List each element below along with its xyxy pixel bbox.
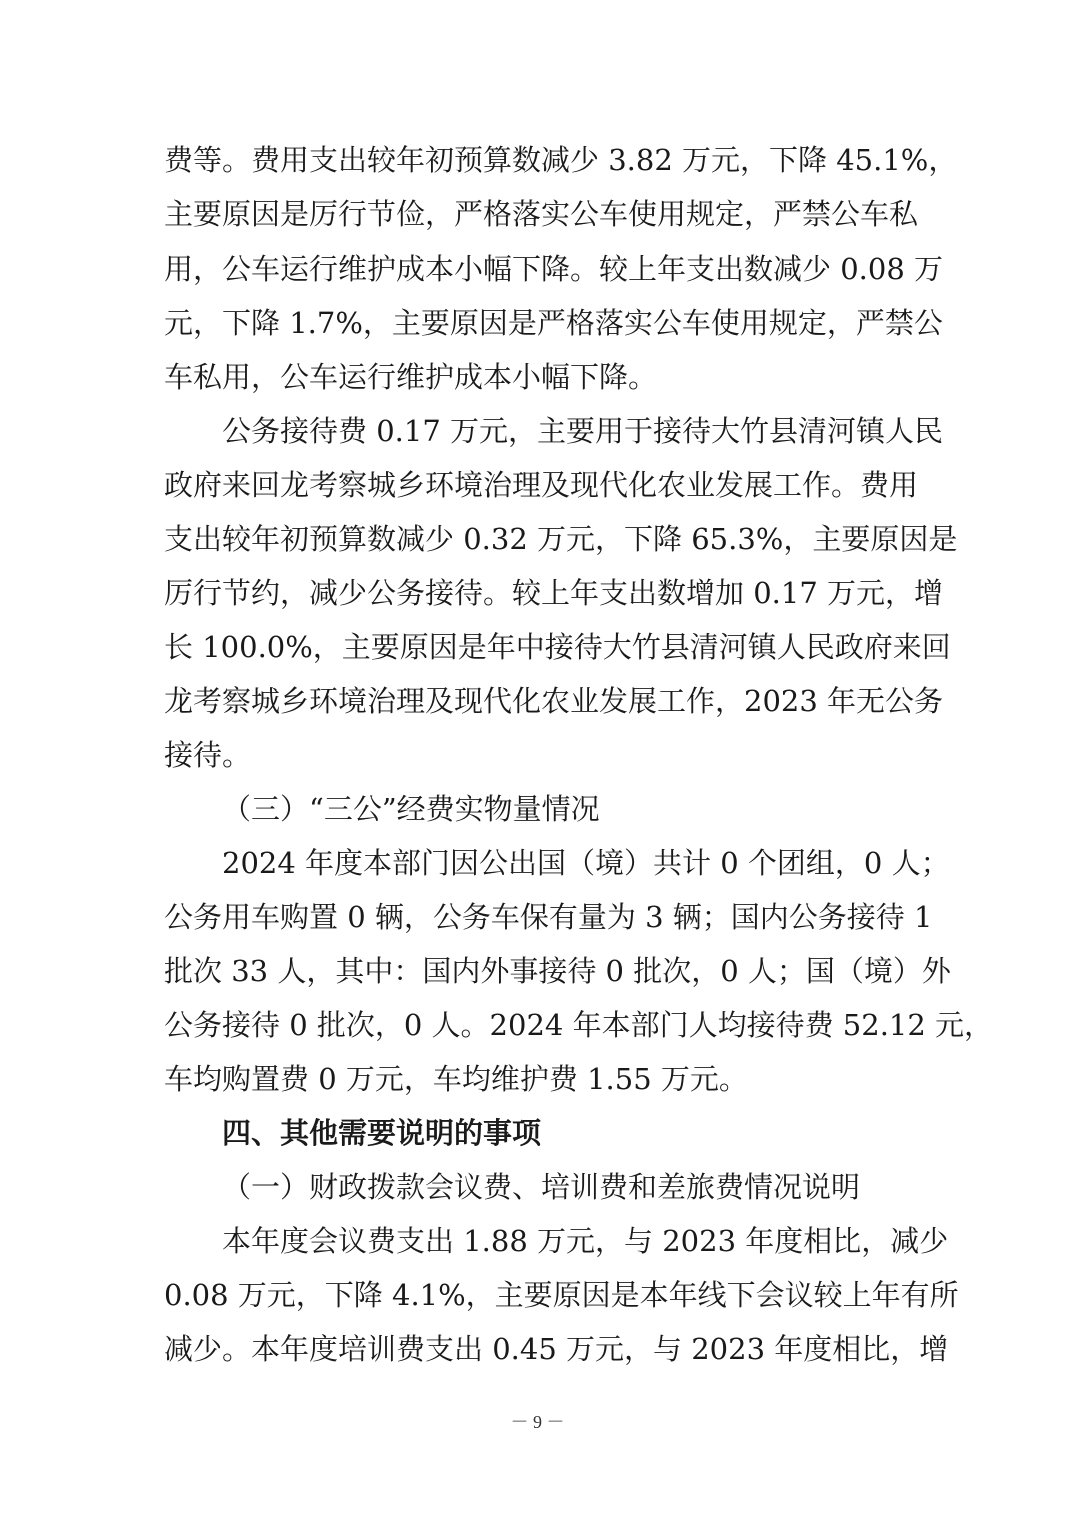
body-text-line: 费等。费用支出较年初预算数减少 3.82 万元，下降 45.1%， [164, 143, 958, 177]
body-text-line: 龙考察城乡环境治理及现代化农业发展工作，2023 年无公务 [164, 684, 944, 718]
body-text-line: 厉行节约，减少公务接待。较上年支出数增加 0.17 万元，增 [164, 576, 944, 610]
section-subheading: （三）“三公”经费实物量情况 [222, 792, 600, 826]
body-text-line: 0.08 万元，下降 4.1%，主要原因是本年线下会议较上年有所 [164, 1278, 959, 1312]
section-heading: 四、其他需要说明的事项 [222, 1116, 542, 1150]
body-text-line: 2024 年度本部门因公出国（境）共计 0 个团组，0 人； [222, 846, 950, 880]
body-text-line: 元，下降 1.7%，主要原因是严格落实公车使用规定，严禁公 [164, 306, 943, 340]
body-text-line: 公务用车购置 0 辆，公务车保有量为 3 辆；国内公务接待 1 [164, 900, 933, 934]
body-text-line: 公务接待 0 批次，0 人。2024 年本部门人均接待费 52.12 元， [164, 1008, 994, 1042]
body-text-line: 政府来回龙考察城乡环境治理及现代化农业发展工作。费用 [164, 468, 919, 502]
body-text-line: 接待。 [164, 738, 252, 772]
section-subheading: （一）财政拨款会议费、培训费和差旅费情况说明 [222, 1170, 861, 1204]
body-text-line: 车均购置费 0 万元，车均维护费 1.55 万元。 [164, 1062, 748, 1096]
body-text-line: 减少。本年度培训费支出 0.45 万元，与 2023 年度相比，增 [164, 1332, 949, 1366]
body-text-line: 本年度会议费支出 1.88 万元，与 2023 年度相比，减少 [222, 1224, 949, 1258]
body-text-line: 主要原因是厉行节俭，严格落实公车使用规定，严禁公车私 [164, 197, 919, 231]
body-text-line: 用，公车运行维护成本小幅下降。较上年支出数减少 0.08 万 [164, 252, 944, 286]
body-text-line: 长 100.0%，主要原因是年中接待大竹县清河镇人民政府来回 [164, 630, 951, 664]
body-text-line: 车私用，公车运行维护成本小幅下降。 [164, 360, 658, 394]
body-text-line: 公务接待费 0.17 万元，主要用于接待大竹县清河镇人民 [222, 414, 944, 448]
body-text-line: 支出较年初预算数减少 0.32 万元，下降 65.3%，主要原因是 [164, 522, 958, 556]
body-text-line: 批次 33 人，其中：国内外事接待 0 批次，0 人；国（境）外 [164, 954, 951, 988]
page-number: － 9 － [510, 1412, 565, 1432]
